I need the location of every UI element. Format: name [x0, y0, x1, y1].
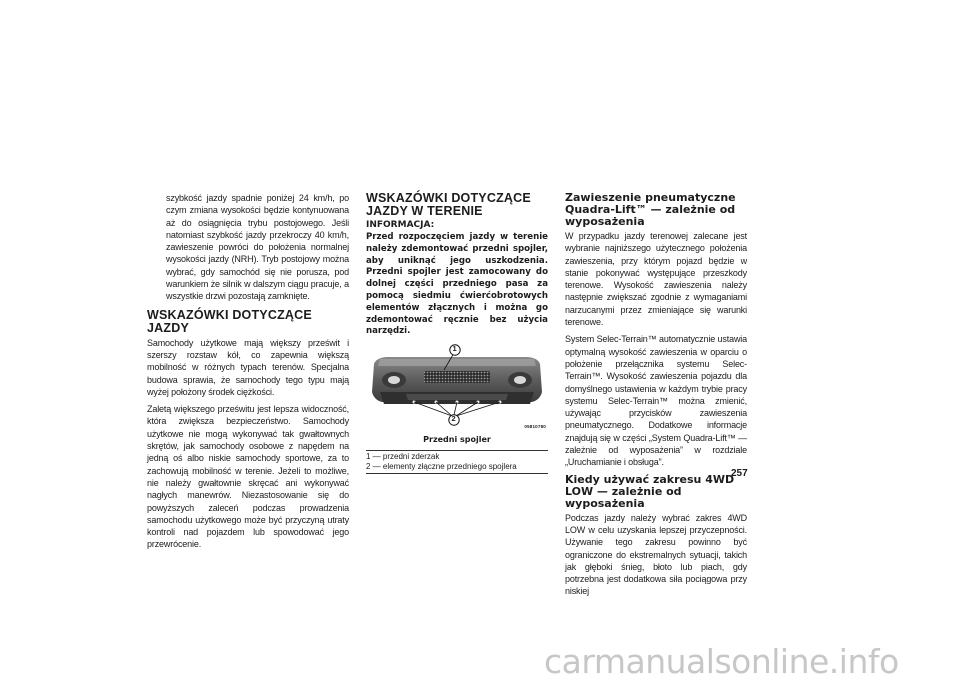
- section-heading-quadra-lift: Zawieszenie pneumatyczne Quadra-Lift™ — zależnie od wyposażenia: [565, 191, 736, 228]
- column-right: [565, 192, 747, 603]
- paragraph-selec-terrain: System Selec-Terrain™ automatycznie ustawia optymalną wysokość zawieszenia w oparciu o położenie przełącznika systemu Selec-Terrain™. Wysokość zawieszenia pojazdu dla domyślnego ustawienia w każdym trybie pracy systemu Selec-Terrain™ można zmienić, używając przycisków zawieszenia pneumatycznego. Dodatkowe informacje znajdują się w części „System Quadra-Lift™ — zależnie od wyposażenia” w rozdziale „Uruchamianie i obsługa”.: [565, 334, 747, 468]
- section-heading-driving-tips: WSKAZÓWKI DOTYCZĄCE JAZDY: [147, 307, 312, 335]
- legend-item-1: 1 — przedni zderzak: [366, 452, 440, 462]
- figure-caption: Przedni spojler: [423, 435, 491, 445]
- front-spoiler-illustration: [366, 344, 548, 429]
- callout-1-label: 1: [452, 344, 457, 354]
- figure-legend: [366, 450, 548, 474]
- paragraph-visibility: Zaletą większego prześwitu jest lepsza widoczność, która zwiększa bezpieczeństwo. Samochody użytkowe nie mogą wykonywać tak gwałtownych skrętów, jak samochody osobowe z napędem na jedną oś albo niskie samochody sportowe, za to zachowują mobilność w terenie. Jeżeli to możliwe, nie należy gwałtownie skręcać ani wykonywać nagłych manewrów. Niezastosowanie się do powyższych zaleceń podczas prowadzenia samochodu użytkowego może być przyczyną utraty kontroli nad pojazdem lub spowodować jego przewrócenie.: [147, 404, 349, 550]
- page-number: 257: [731, 468, 748, 479]
- callout-2-label: 2: [451, 414, 456, 424]
- continuation-paragraph: szybkość jazdy spadnie poniżej 24 km/h, po czym zmiana wysokości będzie kontynuowana aż do osiągnięcia trybu postojowego. Jeśli natomiast szybkość jazdy przekroczy 40 km/h, zawieszenie powróci do położenia normalnej wysokości jazdy (NRH). Tryb postojowy można wybrać, gdy samochód się nie porusza, pod warunkiem że silnik w dalszym ciągu pracuje, a wszystkie drzwi pozostają zamknięte.: [166, 193, 349, 302]
- paragraph-4wd-low: Podczas jazdy należy wybrać zakres 4WD LOW w celu uzyskania lepszej przyczepności. Używanie tego zakresu powinno być ograniczone do ekstremalnych sytuacji, takich jak głęboki śnieg, błoto lub piach, gdy potrzebna jest dodatkowa siła pociągowa przy niskiej: [565, 512, 747, 597]
- front-spoiler-figure: [366, 344, 548, 429]
- column-left: [147, 192, 349, 556]
- watermark: carmanualsonline.info: [544, 642, 899, 681]
- figure-code: 05810780: [524, 424, 546, 430]
- column-middle: [366, 192, 548, 474]
- paragraph-suv-clearance: Samochody użytkowe mają większy prześwit i szerszy rozstaw kół, co zapewnia większą mobilność w różnych typach terenów. Specjalna budowa sprawia, że samochody tego typu mają wyżej położony środek ciężkości.: [147, 337, 349, 397]
- paragraph-suspension-height: W przypadku jazdy terenowej zalecane jest wybranie najniższego użytecznego położenia zawieszenia, przy którym pojazd będzie w stanie pokonywać występujące przeszkody terenowe. Wysokość zawieszenia należy następnie zwiększać zgodnie z wymaganiami narzucanymi przez zmieniające się warunki terenowe.: [565, 231, 747, 328]
- section-heading-offroad-tips: WSKAZÓWKI DOTYCZĄCE JAZDY W TERENIE: [366, 191, 531, 218]
- notice-text: Przed rozpoczęciem jazdy w terenie należy zdemontować przedni spojler, aby uniknąć jego uszkodzenia. Przedni spojler jest zamocowany do dolnej części przedniego pasa za pomocą siedmiu ćwierćobrotowych elementów złącznych i można go zdemontować ręcznie bez użycia narzędzi.: [366, 232, 548, 337]
- notice-title: INFORMACJA:: [366, 220, 435, 230]
- section-heading-4wd-low: Kiedy używać zakresu 4WD LOW — zależnie od wyposażenia: [565, 472, 735, 510]
- legend-item-2: 2 — elementy złączne przedniego spojlera: [366, 462, 517, 472]
